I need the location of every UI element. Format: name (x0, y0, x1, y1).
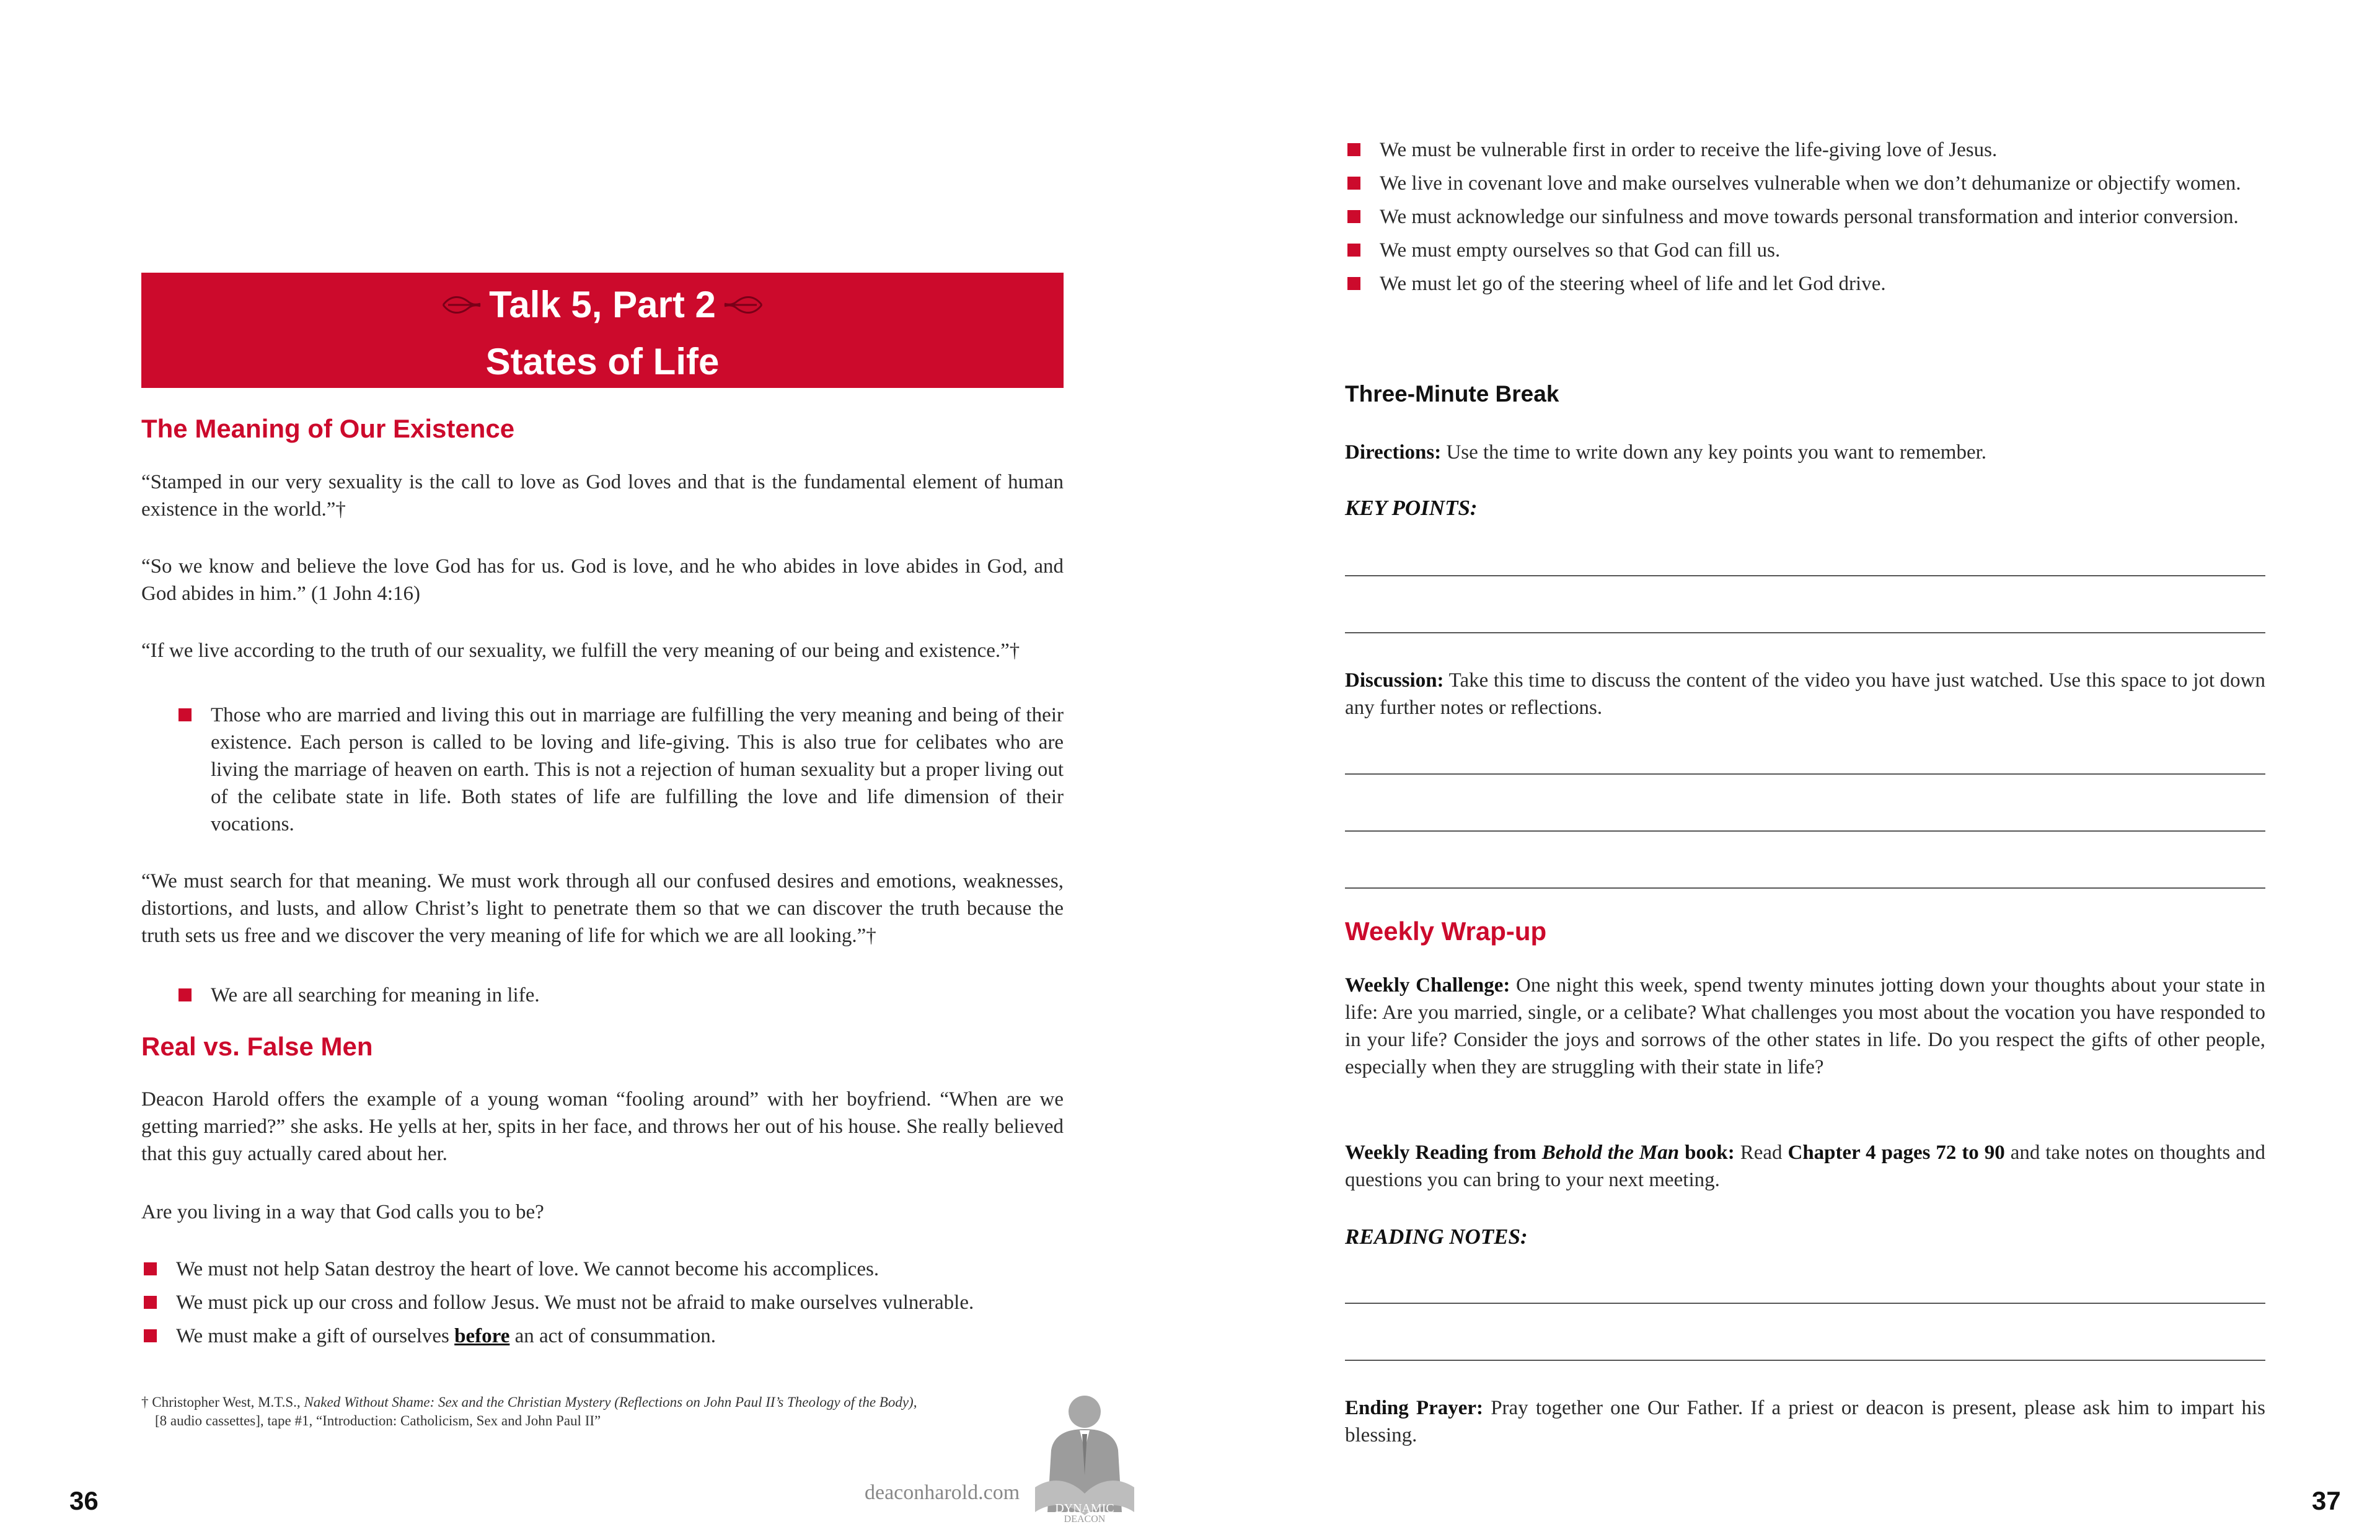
emphasis-before: before (454, 1325, 510, 1347)
quote-paragraph-1: “Stamped in our very sexuality is the call to love as God loves and that is the fundamental element of human existence in the world.”† (141, 471, 1064, 521)
bullet-square-icon (1347, 210, 1360, 223)
story-paragraph: Deacon Harold offers the example of a young woman “fooling around” with her boyfriend. “When are we getting married?” she asks. He yells at her, spits in her face, and throws her out of his house. She really believed that this guy actually cared about her. (141, 1088, 1064, 1165)
writing-line[interactable] (1345, 887, 2265, 889)
right-page (1190, 0, 2380, 1540)
logo-text-deacon: DEACON (1064, 1514, 1106, 1525)
title-line2: States of Life (485, 341, 720, 382)
writing-line[interactable] (1345, 575, 2265, 576)
dynamic-deacon-logo (1023, 1388, 1147, 1525)
directions-label: Directions: (1345, 441, 1442, 464)
list-item: We live in covenant love and make ourselves vulnerable when we don’t dehumanize or objectify women. (1345, 170, 2265, 197)
left-flourish-icon (442, 293, 482, 317)
bullet-list-2 (176, 982, 1064, 1015)
logo-text-dynamic: DYNAMIC (1055, 1502, 1114, 1515)
website-url: deaconharold.com (865, 1481, 1020, 1504)
weekly-reading-paragraph: Weekly Reading from Behold the Man book: Read Chapter 4 pages 72 to 90 and take notes on thoughts and questions you can bring to your next meeting. (1345, 1142, 2265, 1191)
writing-line[interactable] (1345, 830, 2265, 832)
discussion-label: Discussion: (1345, 669, 1444, 692)
question-paragraph: Are you living in a way that God calls you to be? (141, 1201, 544, 1223)
page-number-left: 36 (69, 1486, 99, 1515)
writing-line[interactable] (1345, 632, 2265, 633)
weekly-challenge-paragraph: Weekly Challenge: One night this week, spend twenty minutes jotting down your thoughts about your state in life: Are you married, single, or a celibate? What challenges you most about the vocation you have responded to in your life? Consider the joys and sorrows of the other states in life. Do you respect the gifts of other people, especially when they are struggling with their state in life? (1345, 974, 2265, 1078)
list-item: We must not help Satan destroy the heart of love. We cannot become his accomplices. (141, 1256, 1064, 1283)
bullet-square-icon (1347, 244, 1360, 257)
section-heading-real-vs-false: Real vs. False Men (141, 1032, 373, 1061)
title-line1: Talk 5, Part 2 (489, 284, 716, 325)
quote-paragraph-4: “We must search for that meaning. We must work through all our confused desires and emotions, weaknesses, distortions, and lusts, and allow Christ’s light to penetrate them so that we can discover the truth because the truth sets us free and we discover the very meaning of life for which we are all looking.”† (141, 870, 1064, 947)
discussion-paragraph: Discussion: Take this time to discuss the content of the video you have just watched. Use this space to jot down any further notes or reflections. (1345, 669, 2265, 719)
bullet-square-icon (144, 1329, 157, 1342)
right-flourish-icon (723, 293, 763, 317)
quote-paragraph-2: “So we know and believe the love God has for us. God is love, and he who abides in love abides in God, and God abides in him.” (1 John 4:16) (141, 555, 1064, 605)
bullet-list-vulnerability (1345, 136, 2265, 304)
section-heading-meaning: The Meaning of Our Existence (141, 414, 515, 443)
writing-line[interactable] (1345, 1303, 2265, 1304)
bullet-square-icon (178, 988, 192, 1001)
title-banner (141, 273, 1064, 388)
list-item: We must let go of the steering wheel of life and let God drive. (1345, 270, 2265, 297)
weekly-wrap-up-heading: Weekly Wrap-up (1345, 917, 1547, 946)
writing-line[interactable] (1345, 773, 2265, 775)
list-item: We must acknowledge our sinfulness and move towards personal transformation and interior conversion. (1345, 203, 2265, 231)
writing-line[interactable] (1345, 1360, 2265, 1361)
ending-prayer-paragraph: Ending Prayer: Pray together one Our Father. If a priest or deacon is present, please ask him to impart his blessing. (1345, 1397, 2266, 1446)
directions-paragraph: Directions: Use the time to write down any key points you want to remember. (1345, 441, 1987, 464)
quote-paragraph-3: “If we live according to the truth of our sexuality, we fulfill the very meaning of our being and existence.”† (141, 640, 1020, 662)
reading-notes-label: READING NOTES: (1345, 1225, 1528, 1249)
ending-prayer-label: Ending Prayer: (1345, 1397, 1484, 1419)
three-minute-break-heading: Three-Minute Break (1345, 381, 1559, 407)
bullet-square-icon (1347, 277, 1360, 290)
bullet-square-icon (1347, 143, 1360, 156)
list-item: We must pick up our cross and follow Jesus. We must not be afraid to make ourselves vulnerable. (141, 1289, 1064, 1316)
list-item: Those who are married and living this out in marriage are fulfilling the very meaning and being of their existence. Each person is called to be loving and life-giving. This is also true for celibates who are living the marriage of heaven on earth. This is not a rejection of human sexuality but a proper living out of the celibate state in life. Both states of life are fulfilling the love and life dimension of their vocations. (176, 702, 1064, 838)
list-item: We must be vulnerable first in order to receive the life-giving love of Jesus. (1345, 136, 2265, 164)
weekly-reading-label: Weekly Reading from Behold the Man book: (1345, 1142, 1735, 1164)
bullet-square-icon (144, 1296, 157, 1309)
list-item: We are all searching for meaning in life. (176, 982, 1064, 1009)
bullet-square-icon (178, 708, 192, 721)
weekly-challenge-label: Weekly Challenge: (1345, 974, 1510, 997)
list-item: We must empty ourselves so that God can fill us. (1345, 237, 2265, 264)
page-number-right: 37 (2312, 1486, 2341, 1515)
bullet-square-icon (1347, 177, 1360, 190)
list-item: We must make a gift of ourselves before an act of consummation. (141, 1322, 1064, 1350)
key-points-label: KEY POINTS: (1345, 496, 1478, 520)
bullet-list-3 (141, 1256, 1064, 1356)
footnote: † Christopher West, M.T.S., Naked Without Shame: Sex and the Christian Mystery (Reflections on John Paul II’s Theology of the Body), [8 audio cassettes], tape #1, “Introduction: Catholicism, Sex and John Paul II” (141, 1394, 917, 1428)
bullet-list-1 (176, 702, 1064, 844)
bullet-square-icon (144, 1262, 157, 1275)
